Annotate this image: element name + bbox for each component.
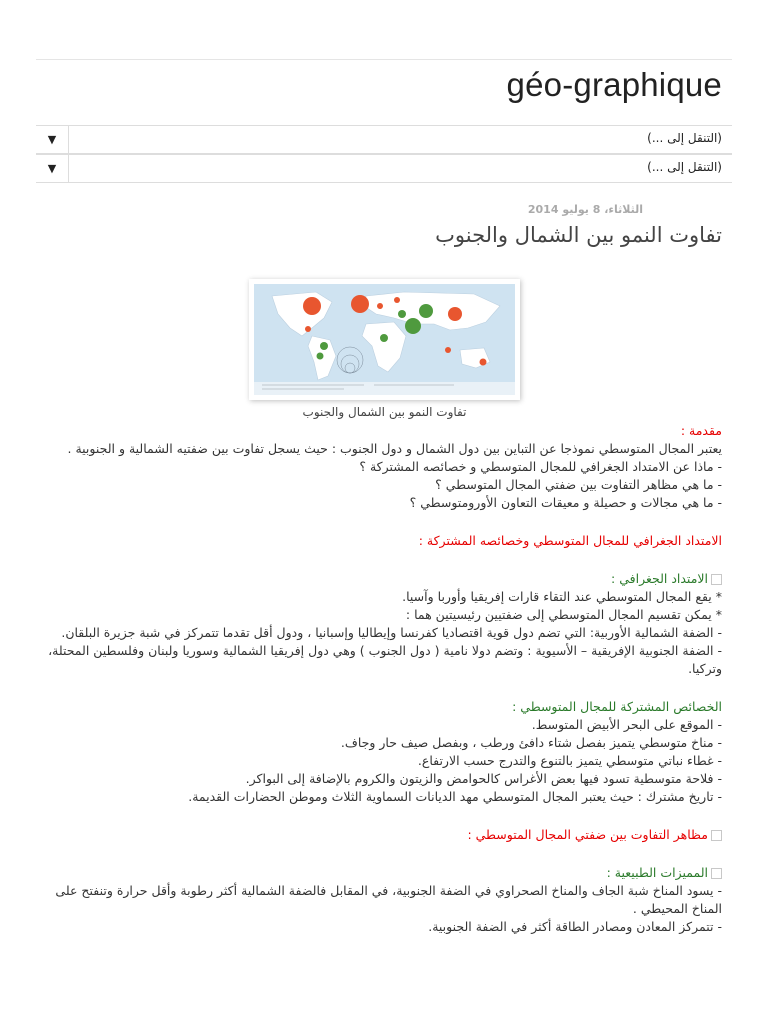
- question-item: - ماذا عن الامتداد الجغرافي للمجال المتوسطي و خصائصه المشتركة ؟: [359, 459, 722, 474]
- blog-title[interactable]: géo-graphique: [506, 66, 722, 103]
- list-item: - مناخ متوسطي يتميز بفصل شتاء دافئ ورطب ، وبفصل صيف حار وجاف.: [340, 735, 722, 750]
- intro-paragraph: يعتبر المجال المتوسطي نموذجا عن التباين بين دول الشمال و دول الجنوب : حيث يسجل تفاوت بين ضفتيه الشمالية و الجنوبية .: [67, 441, 722, 456]
- header-divider: [36, 59, 732, 60]
- dropdown-arrow-icon[interactable]: ▼: [36, 155, 69, 182]
- list-item: - غطاء نباتي متوسطي يتميز بالتنوع والتدرج حسب الارتفاع.: [417, 753, 722, 768]
- checkbox-icon: [711, 574, 722, 585]
- nav-dropdown-2[interactable]: [36, 154, 732, 183]
- question-item: - ما هي مجالات و حصيلة و معيقات التعاون الأورومتوسطي ؟: [409, 495, 722, 510]
- list-item: * يقع المجال المتوسطي عند التقاء قارات إفريقيا وأوربا وآسيا.: [402, 589, 722, 604]
- list-item: - تاريخ مشترك : حيث يعتبر المجال المتوسطي مهد الديانات السماوية الثلاث وموطن الحضارات القديمة.: [188, 789, 722, 804]
- dropdown-arrow-icon[interactable]: ▼: [36, 126, 69, 153]
- list-item: - الضفة الجنوبية الإفريقية – الأسيوية : وتضم دولا نامية ( دول الجنوب ) وهي دول إفريقيا الشمالية وسوريا ولبنان وفلسطين المحتلة، وتركيا.: [48, 643, 722, 676]
- list-item: - فلاحة متوسطية تسود فيها بعض الأغراس كالحوامض والزيتون والكروم بالإضافة إلى البواكر.: [245, 771, 722, 786]
- intro-heading: مقدمة :: [680, 423, 722, 438]
- post-image[interactable]: [249, 279, 520, 400]
- subheading-natural-features: المميزات الطبيعية :: [42, 864, 722, 882]
- checkbox-icon: [711, 830, 722, 841]
- post-date: الثلاثاء، 8 يوليو 2014: [527, 203, 643, 216]
- list-item: - الضفة الشمالية الأوربية: التي تضم دول قوية اقتصاديا كفرنسا وإيطاليا وإسبانيا ، ودول أقل تقدما تتمركز في شبة جزيرة البلقان.: [61, 625, 722, 640]
- section-heading-extension: الامتداد الجغرافي للمجال المتوسطي وخصائصه المشتركة :: [418, 533, 722, 548]
- world-map-image: [254, 284, 515, 395]
- list-item: - الموقع على البحر الأبيض المتوسط.: [531, 717, 722, 732]
- subheading-geographic-extension: الامتداد الجغرافي :: [42, 570, 722, 588]
- post-body: [42, 422, 722, 936]
- subheading-common-features: الخصائص المشتركة للمجال المتوسطي :: [512, 699, 722, 714]
- post-title[interactable]: تفاوت النمو بين الشمال والجنوب: [435, 223, 722, 247]
- list-item: * يمكن تقسيم المجال المتوسطي إلى ضفتيين رئيسيتين هما :: [405, 607, 722, 622]
- nav-dropdown-label[interactable]: (التنقل إلى ...): [647, 131, 722, 145]
- list-item: - يسود المناخ شبة الجاف والمناخ الصحراوي في الضفة الجنوبية، في المقابل فالضفة الشمالية أكثر رطوبة وأقل حرارة وتنفتح على المناخ المحيطي .: [55, 883, 722, 916]
- checkbox-icon: [711, 868, 722, 879]
- nav-dropdown-label[interactable]: (التنقل إلى ...): [647, 160, 722, 174]
- list-item: - تتمركز المعادن ومصادر الطاقة أكثر في الضفة الجنوبية.: [428, 919, 722, 934]
- section-heading-disparities: مظاهر التفاوت بين ضفتي المجال المتوسطي :: [42, 826, 722, 844]
- image-caption: تفاوت النمو بين الشمال والجنوب: [302, 405, 467, 419]
- nav-dropdown-1[interactable]: [36, 125, 732, 154]
- question-item: - ما هي مظاهر التفاوت بين ضفتي المجال المتوسطي ؟: [435, 477, 722, 492]
